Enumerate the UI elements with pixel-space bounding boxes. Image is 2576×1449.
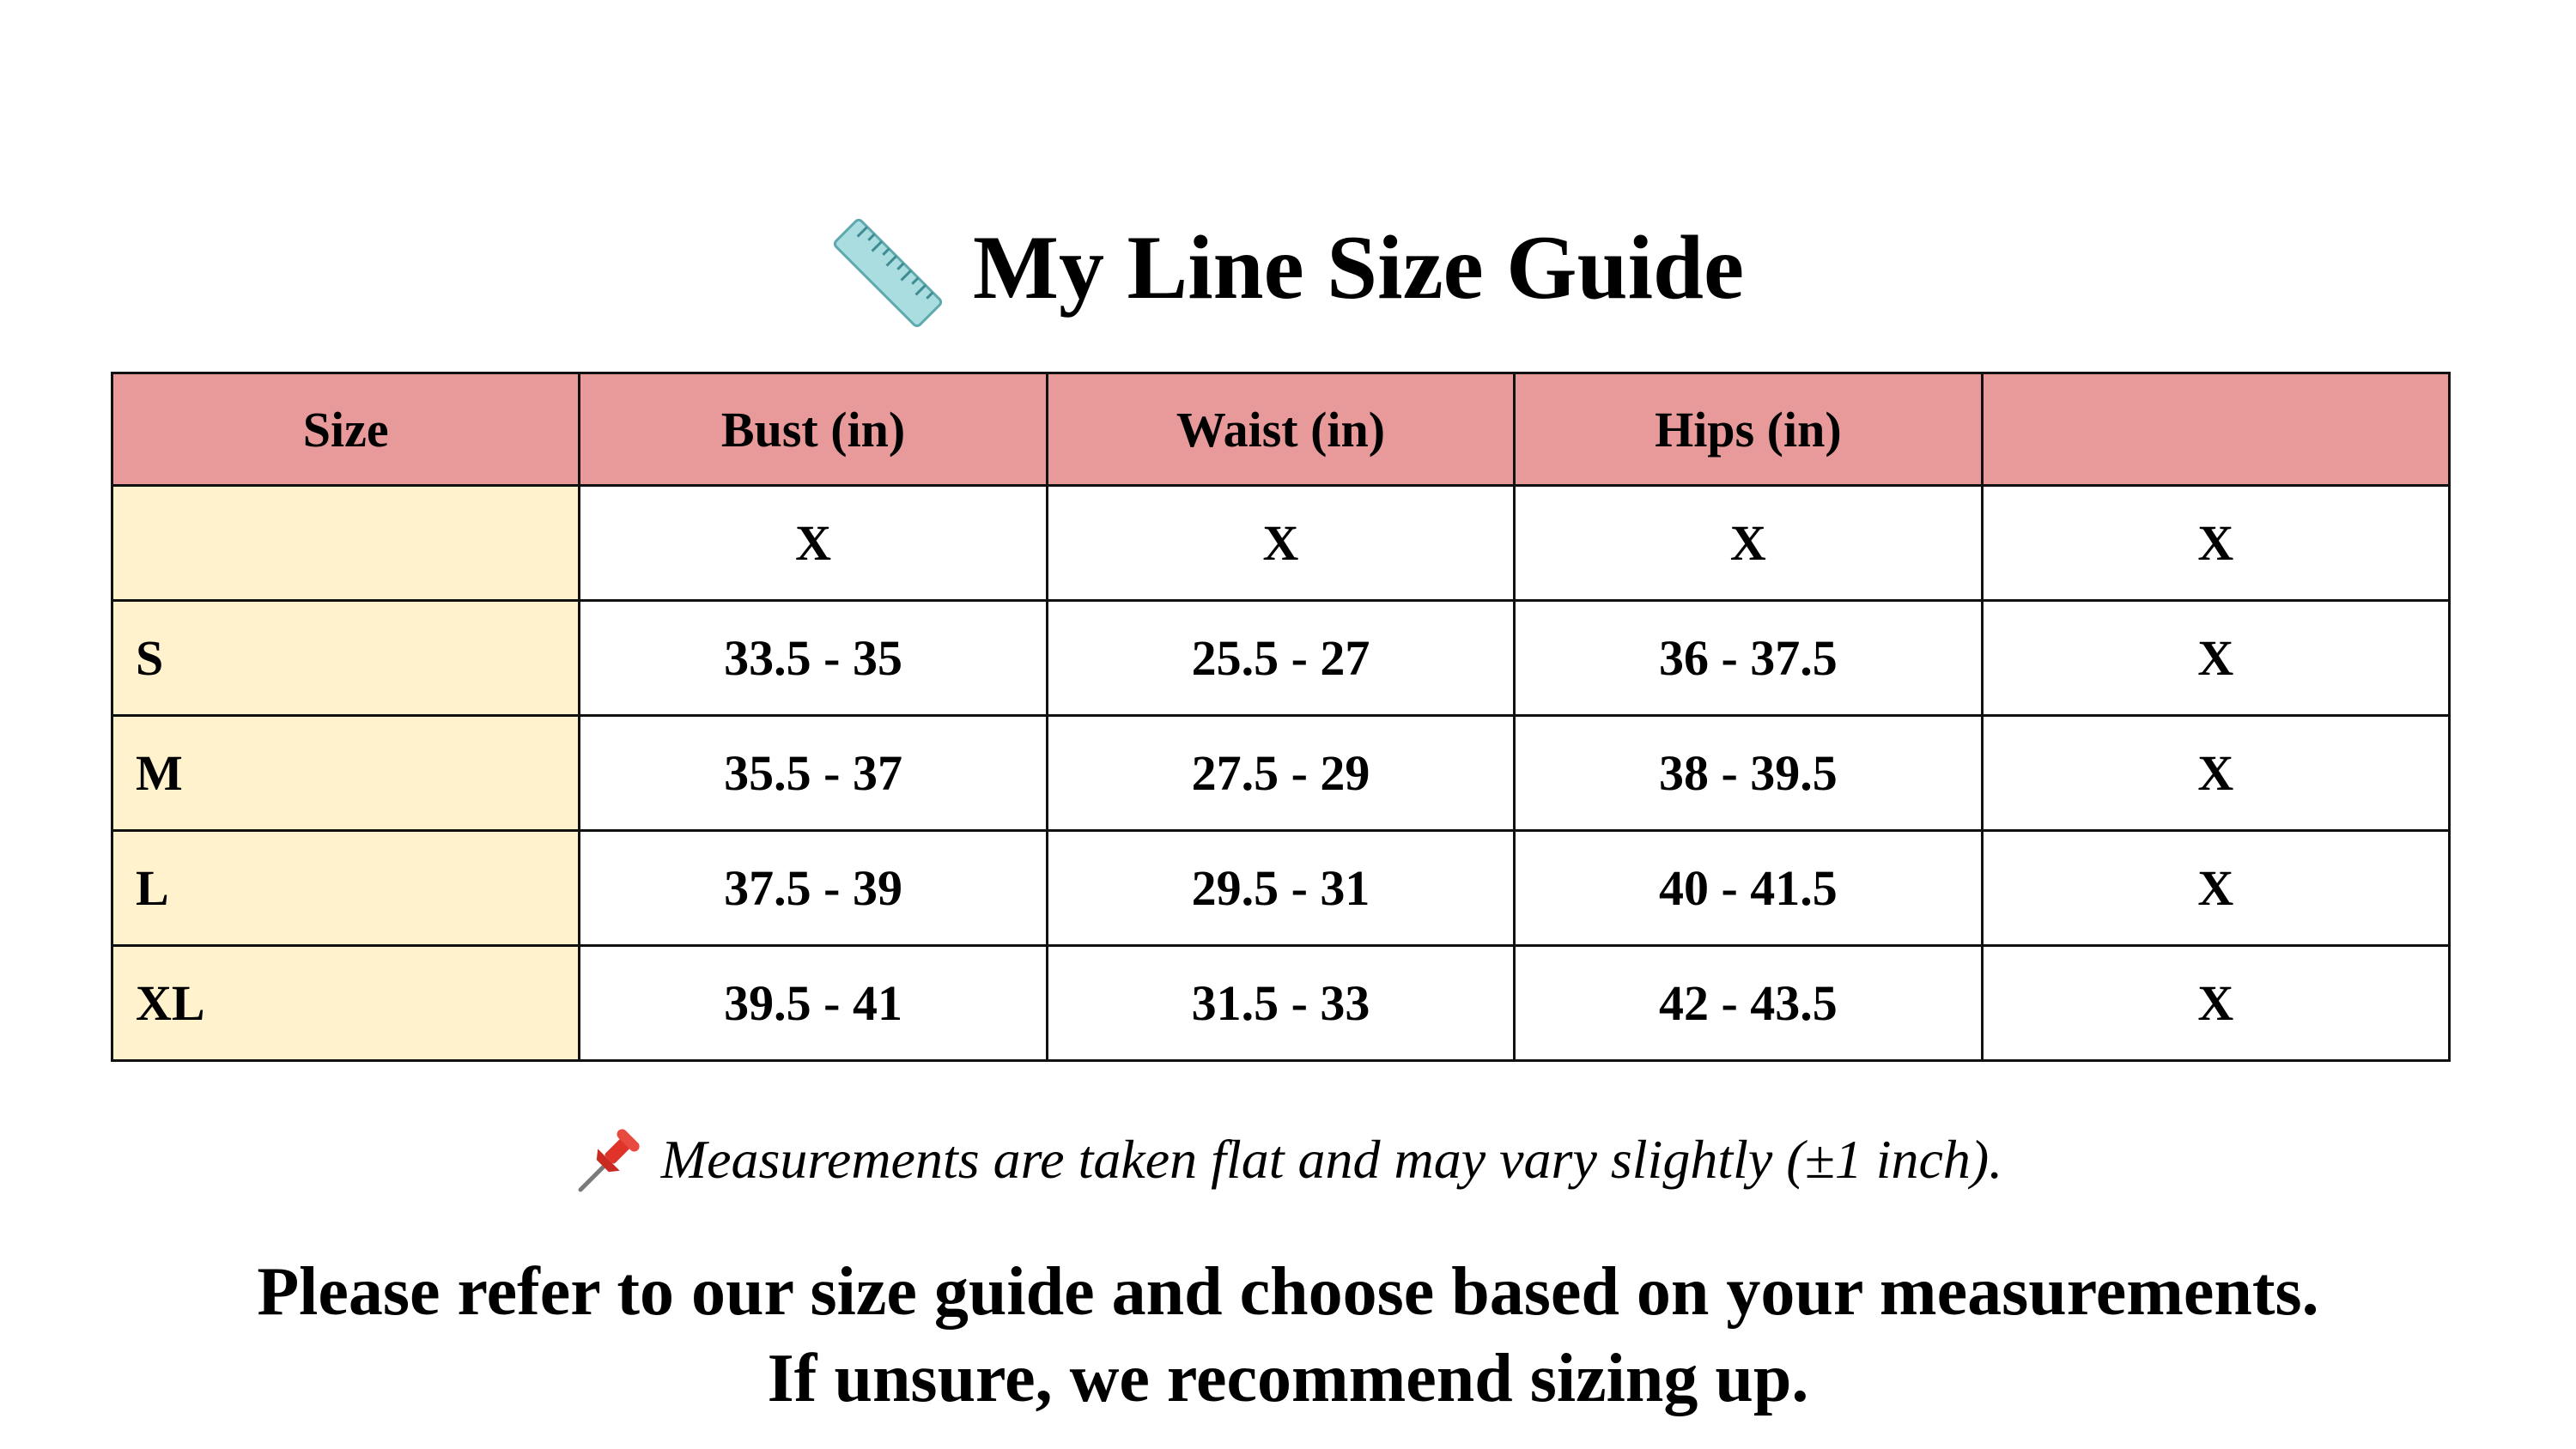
waist-cell: 29.5 - 31	[1047, 831, 1514, 946]
waist-cell: 27.5 - 29	[1047, 716, 1514, 831]
header-waist: Waist (in)	[1047, 373, 1514, 486]
hips-cell: 42 - 43.5	[1515, 946, 1982, 1061]
hips-cell: X	[1515, 486, 1982, 601]
table-row	[112, 831, 2450, 946]
waist-cell: 31.5 - 33	[1047, 946, 1514, 1061]
size-cell: XL	[112, 946, 580, 1061]
table-row	[112, 486, 2450, 601]
size-cell: S	[112, 601, 580, 716]
waist-cell: 25.5 - 27	[1047, 601, 1514, 716]
pushpin-icon	[574, 1125, 644, 1195]
header-extra	[1982, 373, 2449, 486]
footer-message	[0, 1249, 2576, 1422]
extra-cell: X	[1982, 601, 2449, 716]
table-header-row	[112, 373, 2450, 486]
bust-cell: 39.5 - 41	[580, 946, 1047, 1061]
ruler-icon	[832, 217, 944, 329]
waist-cell: X	[1047, 486, 1514, 601]
footer-line-2: If unsure, we recommend sizing up.	[767, 1341, 1809, 1416]
page-title	[0, 199, 2576, 336]
size-table	[111, 372, 2451, 1062]
extra-cell: X	[1982, 946, 2449, 1061]
note-text: Measurements are taken flat and may vary slightly (±1 inch).	[660, 1129, 2003, 1190]
extra-cell: X	[1982, 716, 2449, 831]
size-cell: L	[112, 831, 580, 946]
hips-cell: 36 - 37.5	[1515, 601, 1982, 716]
title-text: My Line Size Guide	[972, 217, 1745, 318]
bust-cell: X	[580, 486, 1047, 601]
table-row	[112, 946, 2450, 1061]
hips-cell: 40 - 41.5	[1515, 831, 1982, 946]
header-bust: Bust (in)	[580, 373, 1047, 486]
table-row	[112, 601, 2450, 716]
header-size: Size	[112, 373, 580, 486]
hips-cell: 38 - 39.5	[1515, 716, 1982, 831]
size-cell: M	[112, 716, 580, 831]
bust-cell: 33.5 - 35	[580, 601, 1047, 716]
header-hips: Hips (in)	[1515, 373, 1982, 486]
table-row	[112, 716, 2450, 831]
size-cell	[112, 486, 580, 601]
extra-cell: X	[1982, 831, 2449, 946]
footer-line-1: Please refer to our size guide and choose based on your measurements.	[257, 1254, 2319, 1330]
bust-cell: 35.5 - 37	[580, 716, 1047, 831]
measurement-note	[0, 1121, 2576, 1198]
bust-cell: 37.5 - 39	[580, 831, 1047, 946]
extra-cell: X	[1982, 486, 2449, 601]
